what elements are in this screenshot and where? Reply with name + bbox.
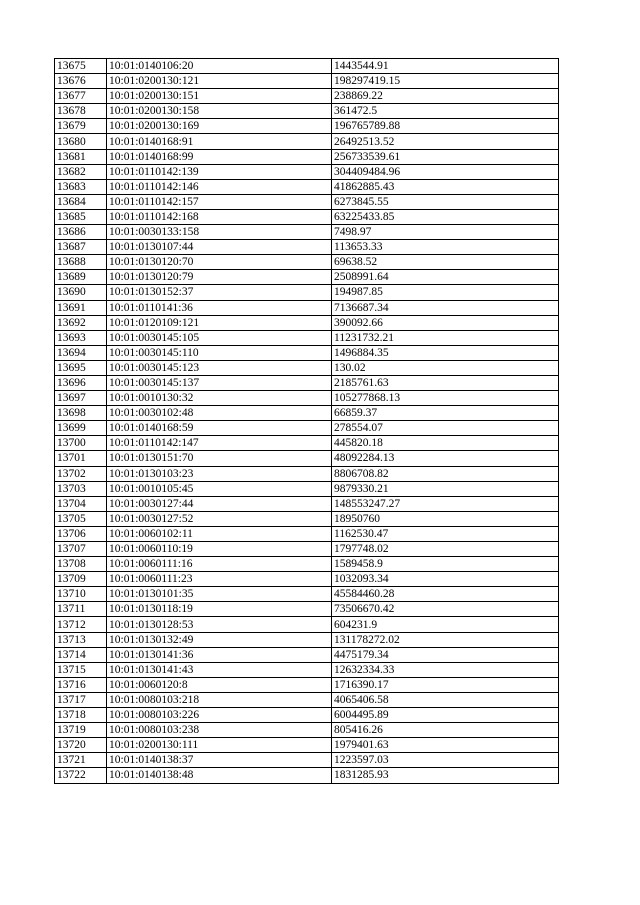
value-cell: 1716390.17 [332,677,559,692]
value-cell: 2508991.64 [332,270,559,285]
cadastral-number-cell: 10:01:0110142:168 [107,209,332,224]
table-row [55,164,559,179]
cadastral-number-cell: 10:01:0130103:23 [107,466,332,481]
row-number-cell: 13718 [55,708,107,723]
value-cell: 445820.18 [332,436,559,451]
table-row [55,330,559,345]
row-number-cell: 13676 [55,74,107,89]
row-number-cell: 13675 [55,59,107,74]
cadastral-number-cell: 10:01:0110141:36 [107,300,332,315]
row-number-cell: 13693 [55,330,107,345]
table-row [55,572,559,587]
value-cell: 2185761.63 [332,375,559,390]
table-row [55,345,559,360]
row-number-cell: 13692 [55,315,107,330]
table-row [55,451,559,466]
row-number-cell: 13688 [55,255,107,270]
row-number-cell: 13683 [55,179,107,194]
table-row [55,225,559,240]
row-number-cell: 13684 [55,194,107,209]
table-row [55,647,559,662]
table-row [55,587,559,602]
cadastral-number-cell: 10:01:0010130:32 [107,391,332,406]
cadastral-number-cell: 10:01:0130141:36 [107,647,332,662]
row-number-cell: 13682 [55,164,107,179]
row-number-cell: 13697 [55,391,107,406]
cadastral-number-cell: 10:01:0130101:35 [107,587,332,602]
cadastral-number-cell: 10:01:0130120:70 [107,255,332,270]
cadastral-number-cell: 10:01:0200130:151 [107,89,332,104]
table-row [55,662,559,677]
table-row [55,300,559,315]
row-number-cell: 13715 [55,662,107,677]
value-cell: 805416.26 [332,723,559,738]
cadastral-number-cell: 10:01:0130107:44 [107,240,332,255]
value-cell: 11231732.21 [332,330,559,345]
cadastral-number-cell: 10:01:0080103:218 [107,692,332,707]
table-row [55,768,559,783]
value-cell: 26492513.52 [332,134,559,149]
table-row [55,315,559,330]
value-cell: 8806708.82 [332,466,559,481]
cadastral-number-cell: 10:01:0140138:48 [107,768,332,783]
value-cell: 6273845.55 [332,194,559,209]
value-cell: 1162530.47 [332,526,559,541]
row-number-cell: 13708 [55,557,107,572]
data-table [54,58,559,784]
cadastral-number-cell: 10:01:0110142:139 [107,164,332,179]
value-cell: 66859.37 [332,406,559,421]
value-cell: 390092.66 [332,315,559,330]
cadastral-number-cell: 10:01:0080103:226 [107,708,332,723]
table-row [55,149,559,164]
row-number-cell: 13679 [55,119,107,134]
table-row [55,496,559,511]
cadastral-number-cell: 10:01:0130128:53 [107,617,332,632]
row-number-cell: 13686 [55,225,107,240]
cadastral-number-cell: 10:01:0080103:238 [107,723,332,738]
table-row [55,89,559,104]
cadastral-number-cell: 10:01:0030145:110 [107,345,332,360]
cadastral-number-cell: 10:01:0140168:99 [107,149,332,164]
row-number-cell: 13701 [55,451,107,466]
table-body [55,59,559,784]
cadastral-number-cell: 10:01:0030127:52 [107,511,332,526]
table-row [55,526,559,541]
row-number-cell: 13698 [55,406,107,421]
row-number-cell: 13687 [55,240,107,255]
row-number-cell: 13677 [55,89,107,104]
cadastral-number-cell: 10:01:0030127:44 [107,496,332,511]
value-cell: 194987.85 [332,285,559,300]
value-cell: 63225433.85 [332,209,559,224]
value-cell: 48092284.13 [332,451,559,466]
table-row [55,285,559,300]
table-row [55,738,559,753]
table-row [55,360,559,375]
cadastral-number-cell: 10:01:0030145:137 [107,375,332,390]
row-number-cell: 13711 [55,602,107,617]
row-number-cell: 13696 [55,375,107,390]
table-row [55,723,559,738]
table-row [55,602,559,617]
value-cell: 1223597.03 [332,753,559,768]
cadastral-number-cell: 10:01:0060111:23 [107,572,332,587]
value-cell: 1979401.63 [332,738,559,753]
table-row [55,134,559,149]
cadastral-number-cell: 10:01:0130132:49 [107,632,332,647]
table-row [55,74,559,89]
table-row [55,391,559,406]
cadastral-number-cell: 10:01:0130152:37 [107,285,332,300]
cadastral-number-cell: 10:01:0140138:37 [107,753,332,768]
table-row [55,542,559,557]
cadastral-number-cell: 10:01:0060120:8 [107,677,332,692]
row-number-cell: 13712 [55,617,107,632]
row-number-cell: 13709 [55,572,107,587]
value-cell: 130.02 [332,360,559,375]
value-cell: 7136687.34 [332,300,559,315]
table-row [55,421,559,436]
cadastral-number-cell: 10:01:0010105:45 [107,481,332,496]
table-row [55,466,559,481]
value-cell: 69638.52 [332,255,559,270]
value-cell: 105277868.13 [332,391,559,406]
value-cell: 278554.07 [332,421,559,436]
value-cell: 1589458.9 [332,557,559,572]
table-row [55,617,559,632]
table-row [55,481,559,496]
row-number-cell: 13716 [55,677,107,692]
value-cell: 304409484.96 [332,164,559,179]
value-cell: 1797748.02 [332,542,559,557]
table-row [55,179,559,194]
table-row [55,511,559,526]
row-number-cell: 13699 [55,421,107,436]
value-cell: 4475179.34 [332,647,559,662]
row-number-cell: 13719 [55,723,107,738]
cadastral-number-cell: 10:01:0200130:121 [107,74,332,89]
row-number-cell: 13710 [55,587,107,602]
value-cell: 18950760 [332,511,559,526]
cadastral-number-cell: 10:01:0110142:157 [107,194,332,209]
table-row [55,375,559,390]
row-number-cell: 13714 [55,647,107,662]
table-row [55,557,559,572]
table-row [55,119,559,134]
table-row [55,753,559,768]
row-number-cell: 13680 [55,134,107,149]
value-cell: 6004495.89 [332,708,559,723]
cadastral-number-cell: 10:01:0130118:19 [107,602,332,617]
cadastral-number-cell: 10:01:0030145:105 [107,330,332,345]
value-cell: 4065406.58 [332,692,559,707]
cadastral-number-cell: 10:01:0120109:121 [107,315,332,330]
cadastral-number-cell: 10:01:0030133:158 [107,225,332,240]
value-cell: 1443544.91 [332,59,559,74]
row-number-cell: 13691 [55,300,107,315]
table-row [55,708,559,723]
value-cell: 131178272.02 [332,632,559,647]
row-number-cell: 13702 [55,466,107,481]
value-cell: 41862885.43 [332,179,559,194]
value-cell: 148553247.27 [332,496,559,511]
cadastral-number-cell: 10:01:0140168:91 [107,134,332,149]
row-number-cell: 13685 [55,209,107,224]
cadastral-number-cell: 10:01:0200130:111 [107,738,332,753]
cadastral-number-cell: 10:01:0110142:146 [107,179,332,194]
row-number-cell: 13703 [55,481,107,496]
table-row [55,240,559,255]
value-cell: 7498.97 [332,225,559,240]
value-cell: 604231.9 [332,617,559,632]
row-number-cell: 13700 [55,436,107,451]
table-row [55,632,559,647]
value-cell: 1831285.93 [332,768,559,783]
table-row [55,436,559,451]
value-cell: 45584460.28 [332,587,559,602]
value-cell: 12632334.33 [332,662,559,677]
row-number-cell: 13689 [55,270,107,285]
row-number-cell: 13722 [55,768,107,783]
table-row [55,677,559,692]
row-number-cell: 13705 [55,511,107,526]
value-cell: 113653.33 [332,240,559,255]
value-cell: 361472.5 [332,104,559,119]
row-number-cell: 13704 [55,496,107,511]
cadastral-number-cell: 10:01:0200130:158 [107,104,332,119]
table-row [55,406,559,421]
row-number-cell: 13707 [55,542,107,557]
value-cell: 9879330.21 [332,481,559,496]
table-row [55,194,559,209]
row-number-cell: 13681 [55,149,107,164]
row-number-cell: 13720 [55,738,107,753]
table-row [55,104,559,119]
row-number-cell: 13717 [55,692,107,707]
cadastral-number-cell: 10:01:0140168:59 [107,421,332,436]
cadastral-number-cell: 10:01:0130120:79 [107,270,332,285]
row-number-cell: 13706 [55,526,107,541]
value-cell: 238869.22 [332,89,559,104]
cadastral-number-cell: 10:01:0130141:43 [107,662,332,677]
cadastral-number-cell: 10:01:0030145:123 [107,360,332,375]
cadastral-number-cell: 10:01:0200130:169 [107,119,332,134]
row-number-cell: 13678 [55,104,107,119]
value-cell: 198297419.15 [332,74,559,89]
value-cell: 73506670.42 [332,602,559,617]
table-row [55,59,559,74]
cadastral-number-cell: 10:01:0060111:16 [107,557,332,572]
row-number-cell: 13694 [55,345,107,360]
value-cell: 256733539.61 [332,149,559,164]
cadastral-number-cell: 10:01:0030102:48 [107,406,332,421]
cadastral-number-cell: 10:01:0140106:20 [107,59,332,74]
row-number-cell: 13690 [55,285,107,300]
value-cell: 196765789.88 [332,119,559,134]
table-row [55,270,559,285]
row-number-cell: 13695 [55,360,107,375]
row-number-cell: 13721 [55,753,107,768]
value-cell: 1032093.34 [332,572,559,587]
cadastral-number-cell: 10:01:0060102:11 [107,526,332,541]
cadastral-number-cell: 10:01:0060110:19 [107,542,332,557]
table-row [55,209,559,224]
table-row [55,255,559,270]
table-row [55,692,559,707]
value-cell: 1496884.35 [332,345,559,360]
cadastral-number-cell: 10:01:0130151:70 [107,451,332,466]
cadastral-number-cell: 10:01:0110142:147 [107,436,332,451]
row-number-cell: 13713 [55,632,107,647]
